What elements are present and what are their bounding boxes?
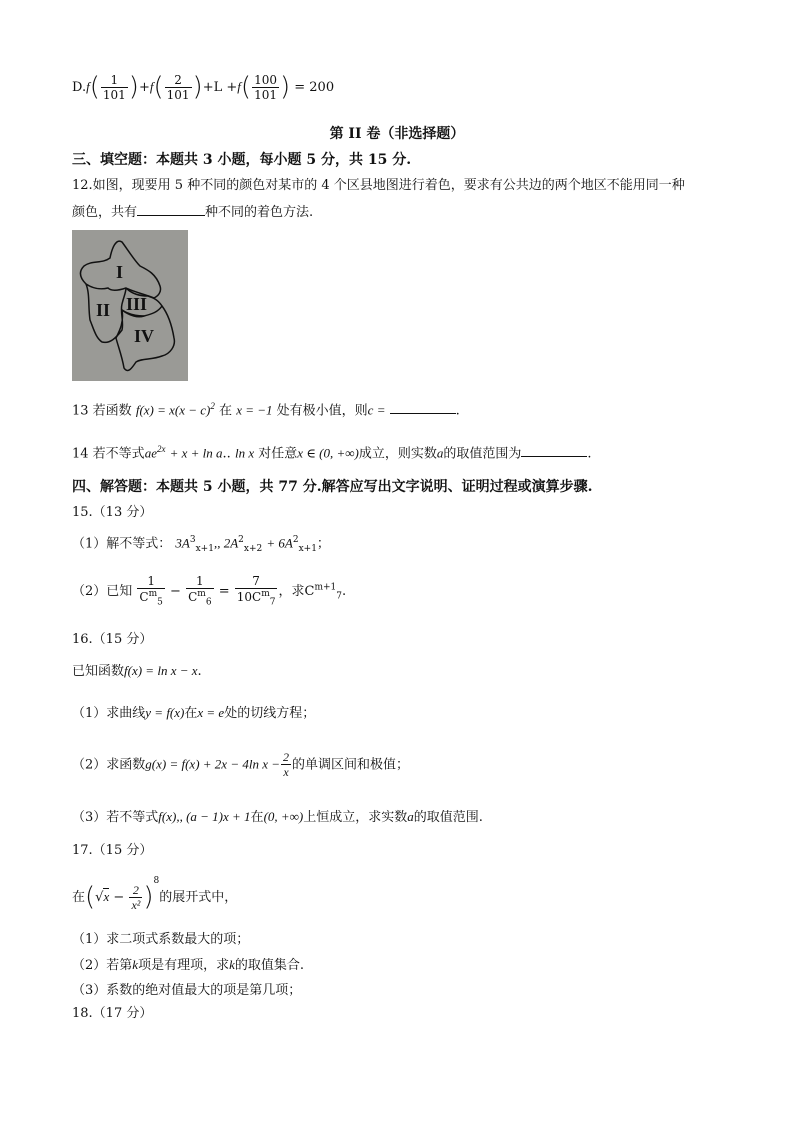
q17-var-k: k [132,957,139,972]
q17-intro-a: 在 [72,890,86,905]
denom-c: C [188,590,198,605]
q17-root-arg: x [103,889,110,904]
q13-text-d: 处有极小值，则 [276,403,368,419]
paren-left: ( [240,72,252,102]
sqrt-symbol: √ [95,890,104,905]
q16-p3-formula: f(x),, (a − 1)x + 1 [158,809,251,824]
map-label-iv: IV [134,326,155,346]
county-map-svg [72,230,188,381]
q13-condition: x = −1 [236,402,273,418]
numerator: 1 [186,574,213,589]
q17-part1: （1）求二项式系数最大的项； [72,932,250,947]
q16-given-a: 已知函数 [72,664,125,679]
denominator [186,589,213,608]
q16-p2-frac [281,750,291,780]
q16-part2 [72,750,409,780]
paren-right: ) [143,881,154,912]
plus-sign: + [202,80,214,96]
q14-text-f: 的取值范围为 [443,446,522,462]
q15-p1-end: ； [316,536,330,552]
denominator: 101 [166,88,190,103]
denom-sup: m [197,589,206,600]
fraction-100-101 [252,73,279,103]
q16-part1 [72,705,315,722]
q15-relation: ,, 2A [213,535,239,551]
denom-c: 10C [236,590,262,605]
q15-term3: + 6A [266,535,293,551]
map-label-i: I [116,262,124,282]
func-f: f [237,79,241,95]
q12-line2 [72,203,313,221]
q15-part2 [72,574,346,609]
q15-p1-label: （1）解不等式： [72,536,172,552]
q14-exp: 2x [156,444,166,454]
denominator [137,589,164,608]
q15-ans-c: C [304,583,315,599]
q13-var-c: c = [367,402,386,418]
q13-end: . [455,403,460,419]
q16-p2-formula: g(x) = f(x) + 2x − 4ln x − [145,756,280,772]
q15-p2-label: （2）已知 [72,583,133,599]
q15-ans-sup: m+1 [314,582,337,593]
q16-head: 16.（15 分） [72,632,153,647]
q15-frac2 [186,574,213,609]
q16-p3-d: 上恒成立，求实数 [303,810,408,825]
county-map-figure [72,230,188,381]
denominator: x² [131,898,141,912]
paren-left: ( [153,72,164,102]
q17-p2-c: 的取值集合. [234,958,304,973]
q17-var-k: k [229,957,235,972]
denom-sup: m [261,589,270,600]
numerator: 2 [283,750,289,764]
plus-sign: + [226,80,238,96]
answer-blank[interactable] [521,444,587,457]
q16-p1-a: （1）求曲线 [72,706,146,721]
q16-given-formula: f(x) = ln x − x [124,663,198,678]
q18-head: 18.（17 分） [72,1006,153,1021]
q16-part3 [72,809,483,826]
section4-title: 四、解答题：本题共 5 小题，共 77 分.解答应写出文字说明、证明过程或演算步骤. [72,479,593,495]
q12-text-b: 种不同的着色方法. [205,205,314,220]
q15-frac1 [137,574,164,609]
denominator: 101 [254,88,277,103]
func-f: f [149,79,154,95]
q13-exp: 2 [210,401,215,411]
fraction-2-101 [165,73,192,103]
equals-sign: = [218,583,230,599]
numerator: 1 [101,73,128,88]
q15-part1 [72,535,330,555]
answer-blank[interactable] [137,203,205,216]
denominator: x [283,765,289,780]
q17-intro-b: 的展开式中， [159,890,238,905]
q13-formula: f(x) = x(x − c) [135,402,211,418]
q16-p3-g: 的取值范围. [413,810,483,825]
q15-sup3: 2 [292,535,299,545]
q15-p2-end: . [341,583,347,599]
q12-text-a: 颜色，共有 [72,205,138,220]
q14 [72,444,592,462]
q15-head: 15.（13 分） [72,505,153,520]
q15-ans-sub: 7 [336,591,342,602]
q15-sup2: 2 [238,535,244,545]
q17-head: 17.（15 分） [72,843,153,858]
option-d [72,72,334,103]
section3-title: 三、填空题：本题共 3 小题，每小题 5 分，共 15 分. [72,152,412,168]
q16-p2-b: 的单调区间和极值； [292,757,410,773]
map-label-iii: III [126,294,148,314]
q16-p1-formula: y = f(x) [145,705,185,720]
paren-right: ) [128,72,139,102]
answer-blank[interactable] [390,401,456,414]
q16-p1-point: x = e [197,705,225,720]
q13-text-b: 在 [219,403,233,419]
q14-formula: ae [144,445,157,461]
q14-text-b: 对任意 [258,446,298,462]
q15-sub3: x+1 [298,543,317,554]
q14-end: . [587,446,592,462]
denom-sub: 7 [269,597,276,608]
q17-intro [72,876,237,913]
plus-sign: + [138,80,150,96]
q16-p3-var-a: a [407,809,414,824]
denominator: 101 [102,88,126,103]
q14-text-a: 14 若不等式 [72,446,145,462]
paren-left: ( [85,881,96,912]
q17-part3: （3）系数的绝对值最大的项是第几项； [72,983,302,998]
q16-p3-a: （3）若不等式 [72,810,159,825]
section2-title: 第 II 卷（非选择题） [329,126,465,142]
q17-part2 [72,957,304,974]
q15-ask: ，求 [278,583,305,599]
numerator: 1 [137,574,164,589]
paren-right: ) [192,72,203,102]
q17-frac [129,883,142,913]
paren-right: ) [279,72,291,102]
q13-text-a: 13 若函数 [72,403,132,419]
minus-sign: − [113,890,125,905]
map-label-ii: II [96,300,111,320]
q17-p2-b: 项是有理项，求 [138,958,230,973]
q17-p2-a: （2）若第 [72,958,133,973]
denominator [235,589,278,608]
fraction-1-101 [101,73,128,103]
q12-line1: 12.如图，现要用 5 种不同的颜色对某市的 4 个区县地图进行着色，要求有公共边的两个地区不能用同一种 [72,178,685,193]
q17-power: 8 [153,876,160,886]
option-label: D. [72,80,87,96]
denom-sub: 5 [157,597,163,608]
q16-given-end: . [197,664,202,679]
q14-domain: x ∈ (0, +∞) [297,445,359,461]
q13 [72,401,460,419]
q14-formula2: + x + ln a [169,445,223,461]
paren-left: ( [89,72,100,102]
q14-relation: .. [222,446,231,462]
q16-p3-interval: (0, +∞) [263,809,304,824]
q14-var-a: a [436,445,444,461]
q15-sub2: x+2 [243,543,263,554]
q16-p1-b: 在 [184,706,198,721]
q16-p2-a: （2）求函数 [72,757,146,773]
q16-given [72,663,202,680]
denom-sub: 6 [205,597,212,608]
denom-sup: m [148,589,158,600]
denom-c: C [139,590,149,605]
q15-term1: 3A [175,535,190,551]
minus-sign: − [170,583,181,599]
numerator: 7 [235,574,278,589]
numerator: 100 [254,72,277,87]
q14-formula3: ln x [234,445,255,461]
numerator: 2 [165,73,192,88]
equation-rhs: = 200 [294,80,335,96]
numerator: 2 [129,883,142,898]
q16-p1-d: 处的切线方程； [224,706,316,721]
ellipsis-symbol: L [213,80,223,96]
q14-text-d: 成立，则实数 [358,446,437,462]
q15-sub1: x+1 [195,543,214,554]
q15-sup1: 3 [189,535,196,545]
q16-p3-b: 在 [250,810,264,825]
func-f: f [86,79,90,95]
q15-frac3 [235,574,278,609]
